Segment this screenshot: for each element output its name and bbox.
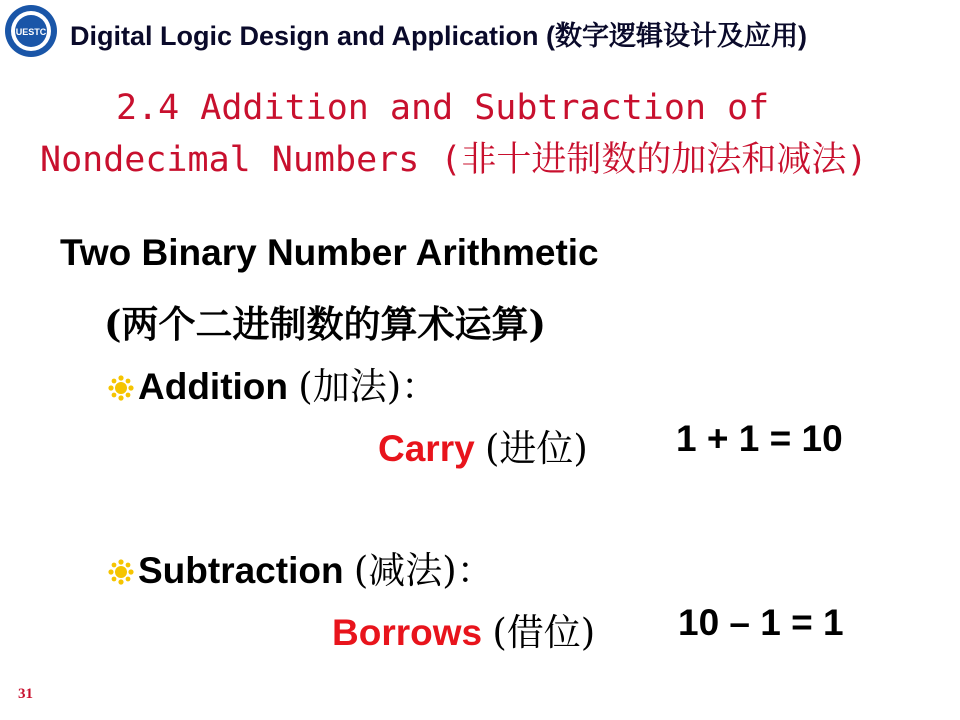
section-heading: Two Binary Number Arithmetic (60, 232, 599, 273)
carry-term: Carry (378, 428, 475, 469)
subtraction-label-cn: (减法)： (353, 549, 494, 592)
borrow-line (332, 602, 595, 656)
slide-title-line1: 2.4 Addition and Subtraction of (116, 88, 770, 128)
slide-title (40, 82, 940, 186)
carry-line (378, 418, 588, 472)
borrow-term-cn: (借位) (492, 611, 596, 654)
addition-item (108, 356, 438, 410)
page-number: 31 (18, 686, 33, 702)
section-subheading: (两个二进制数的算术运算) (104, 302, 547, 346)
sun-bullet-icon (108, 552, 136, 594)
subtraction-example: 10 – 1 = 1 (678, 602, 844, 643)
university-logo (4, 4, 58, 58)
addition-label-cn: (加法)： (298, 365, 439, 408)
sun-bullet-icon (108, 368, 136, 410)
subtraction-label: Subtraction (138, 550, 344, 591)
svg-text:UESTC: UESTC (15, 27, 47, 37)
carry-term-cn: (进位) (484, 427, 588, 470)
subtraction-item (108, 540, 494, 594)
slide-title-line2: Nondecimal Numbers (非十进制数的加法和减法) (40, 140, 868, 180)
borrow-term: Borrows (332, 612, 483, 653)
addition-label: Addition (138, 366, 289, 407)
addition-example: 1 + 1 = 10 (676, 418, 843, 459)
course-title: Digital Logic Design and Application (数字逻辑设计及应用) (70, 21, 808, 51)
